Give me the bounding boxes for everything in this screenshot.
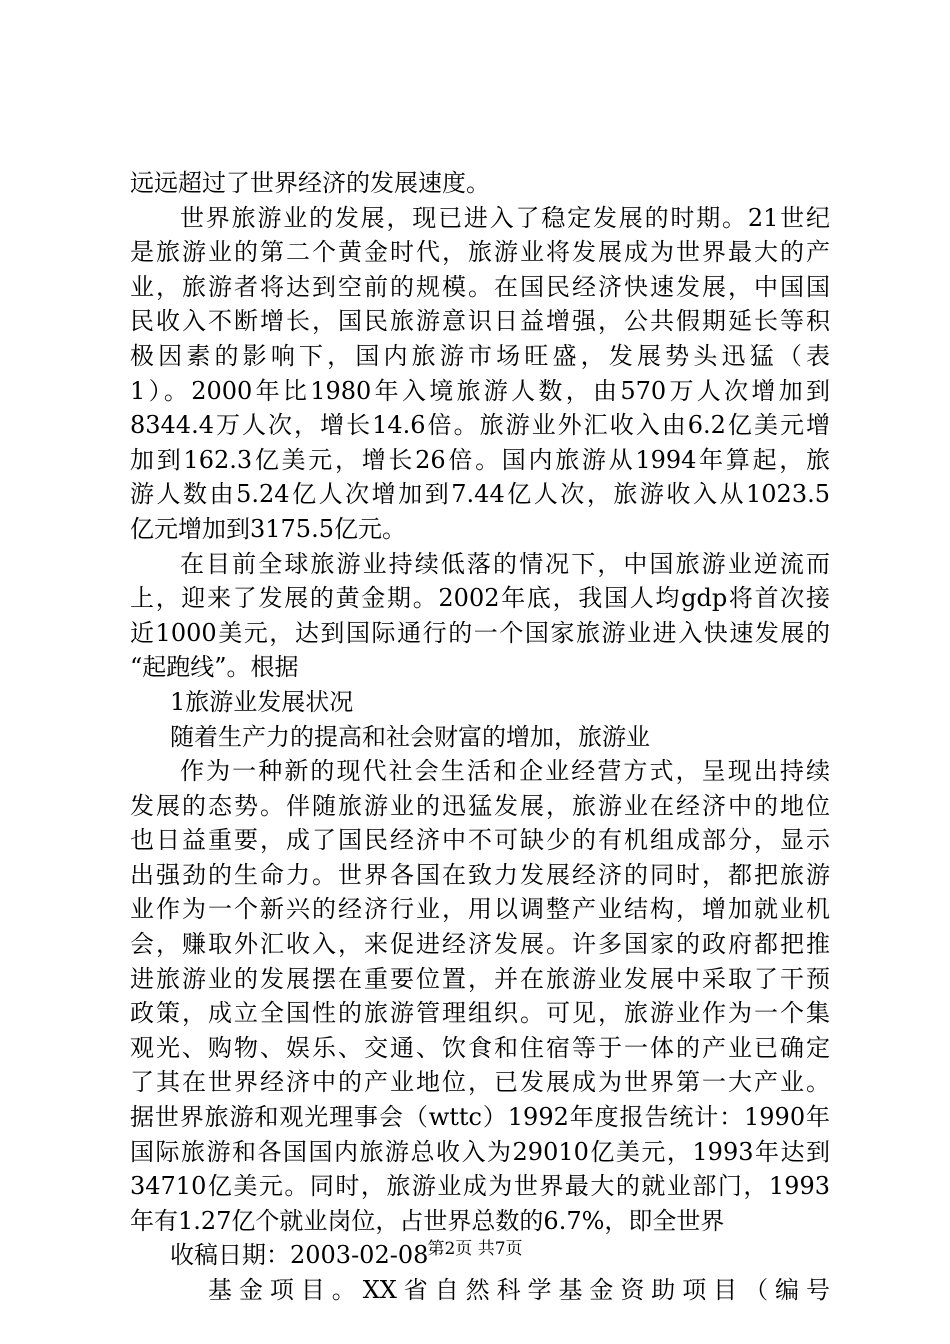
text-line: 加到162.3亿美元，增长26倍。国内旅游从1994年算起，旅: [130, 445, 830, 474]
text-line: 业作为一个新兴的经济行业，用以调整产业结构，增加就业机: [130, 895, 830, 924]
text-line: 亿元增加到3175.5亿元。: [130, 514, 406, 543]
fund-project: 基金项目。XX省自然科学基金资助项目（编号: [208, 1276, 830, 1304]
text-line: 上，迎来了发展的黄金期。2002年底，我国人均gdp将首次接: [130, 584, 830, 613]
text-line: 在目前全球旅游业持续低落的情况下，中国旅游业逆流而: [180, 549, 830, 578]
text-line: 随着生产力的提高和社会财富的增加，旅游业: [170, 722, 650, 751]
text-line: 34710亿美元。同时，旅游业成为世界最大的就业部门，1993: [130, 1172, 830, 1201]
text-line: 极因素的影响下，国内旅游市场旺盛，发展势头迅猛（表: [130, 341, 830, 370]
paragraph-china-tourism: [130, 547, 830, 685]
text-line: 了其在世界经济中的产业地位，已发展成为世界第一大产业。: [130, 1068, 830, 1097]
text-line: 1）。2000年比1980年入境旅游人数，由570万人次增加到: [130, 376, 830, 405]
paragraph-tourism-status: [130, 754, 830, 1238]
paragraph-tourism-development: [130, 201, 830, 547]
text-line: 进旅游业的发展摆在重要位置，并在旅游业发展中采取了干预: [130, 964, 830, 993]
body-text: [130, 166, 830, 1308]
page-number-footer: 第2页 共7页: [427, 1239, 523, 1259]
text-line: 发展的态势。伴随旅游业的迅猛发展，旅游业在经济中的地位: [130, 791, 830, 820]
text-line: 游人数由5.24亿人次增加到7.44亿人次，旅游收入从1023.5: [130, 480, 830, 509]
text-line: 政策，成立全国性的旅游管理组织。可见，旅游业作为一个集: [130, 999, 830, 1028]
text-line: 观光、购物、娱乐、交通、饮食和住宿等于一体的产业已确定: [130, 1033, 830, 1062]
text-line: 远远超过了世界经济的发展速度。: [130, 169, 490, 197]
text-line: 8344.4万人次，增长14.6倍。旅游业外汇收入由6.2亿美元增: [130, 411, 830, 440]
text-line: 出强劲的生命力。世界各国在致力发展经济的同时，都把旅游: [130, 860, 830, 889]
text-line: 会，赚取外汇收入，来促进经济发展。许多国家的政府都把推: [130, 930, 830, 959]
section-heading: 1旅游业发展状况: [170, 687, 354, 716]
text-line: 业，旅游者将达到空前的规模。在国民经济快速发展，中国国: [130, 272, 830, 301]
text-line: 世界旅游业的发展，现已进入了稳定发展的时期。21世纪: [180, 203, 830, 232]
text-line: 据世界旅游和观光理事会（wttc）1992年度报告统计：1990年: [130, 1103, 830, 1132]
text-line: 也日益重要，成了国民经济中不可缺少的有机组成部分，显示: [130, 826, 830, 855]
text-line: 作为一种新的现代社会生活和企业经营方式，呈现出持续: [180, 757, 830, 786]
text-line: 国际旅游和各国国内旅游总收入为29010亿美元，1993年达到: [130, 1137, 830, 1166]
text-line: “起跑线”。根据: [130, 653, 299, 682]
received-date: 收稿日期：2003-02-08: [170, 1241, 429, 1270]
text-line: 近1000美元，达到国际通行的一个国家旅游业进入快速发展的: [130, 618, 830, 647]
text-line: 年有1.27亿个就业岗位，占世界总数的6.7%，即全世界: [130, 1206, 725, 1235]
text-line: 民收入不断增长，国民旅游意识日益增强，公共假期延长等积: [130, 307, 830, 336]
text-line: 是旅游业的第二个黄金时代，旅游业将发展成为世界最大的产: [130, 238, 830, 267]
